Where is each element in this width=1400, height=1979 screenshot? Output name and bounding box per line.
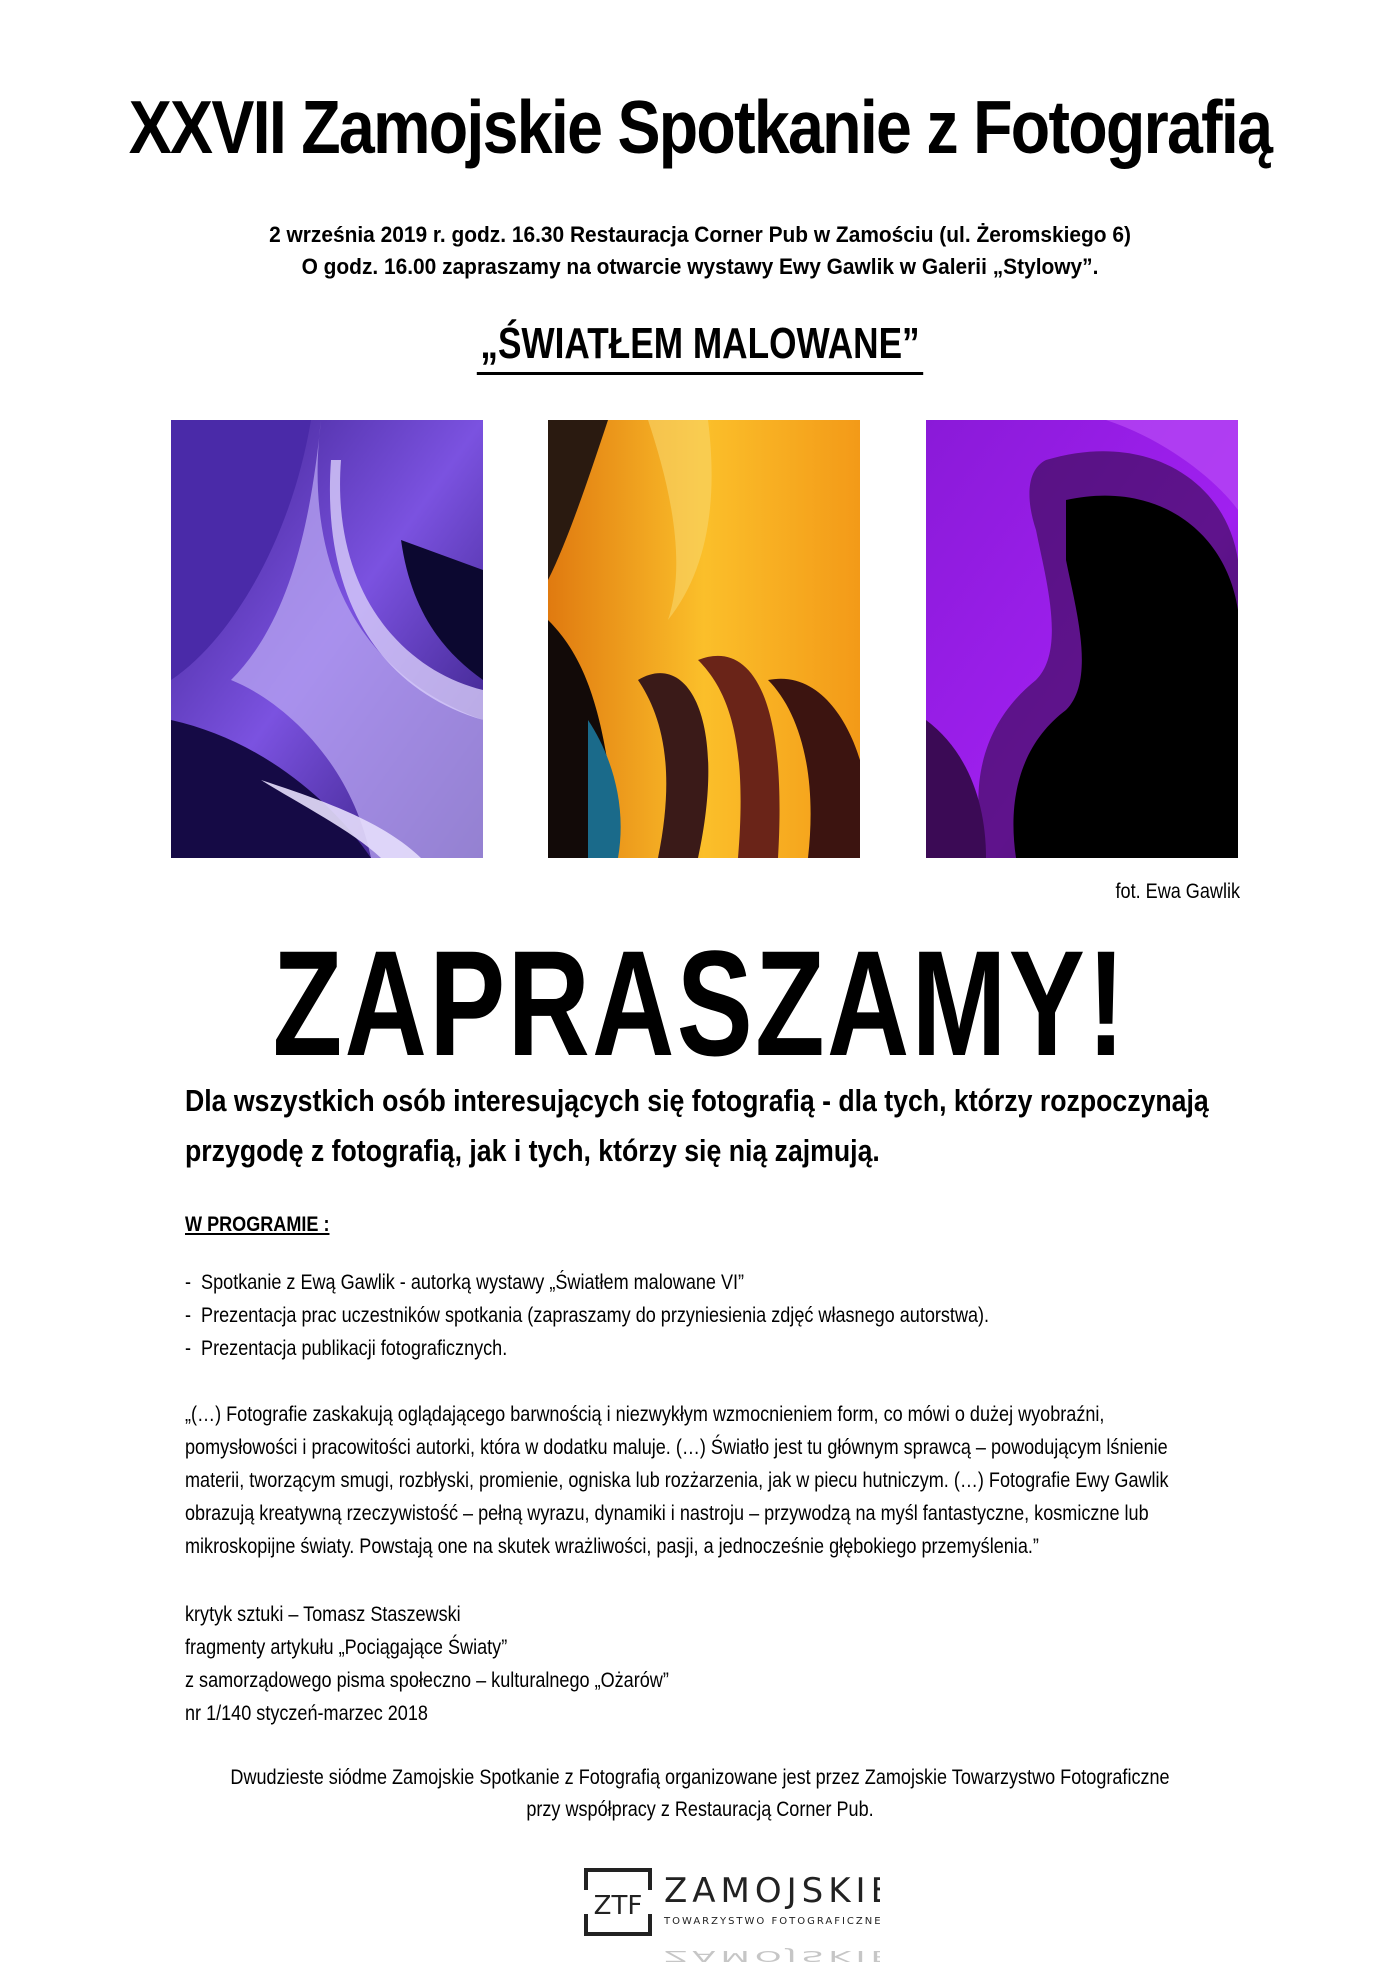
lead-line: Dla wszystkich osób interesujących się fotografią - dla tych, którzy rozpoczynają (185, 1083, 1209, 1118)
organizer-note (98, 1762, 1302, 1826)
program-heading: W PROGRAMIE : (185, 1213, 330, 1236)
poster-title: XXVII Zamojskie Spotkanie z Fotografią (128, 85, 1272, 169)
program-item: - Prezentacja prac uczestników spotkania (zapraszamy do przyniesienia zdjęć własnego autorstwa). (185, 1299, 989, 1332)
photo-violet-abstract (171, 420, 483, 858)
exhibition-opening-note: O godz. 16.00 zapraszamy na otwarcie wystawy Ewy Gawlik w Galerii „Stylowy”. (301, 254, 1099, 279)
photo-credit: fot. Ewa Gawlik (1115, 880, 1240, 903)
source-line: nr 1/140 styczeń-marzec 2018 (185, 1702, 428, 1725)
footer-line: Dwudzieste siódme Zamojskie Spotkanie z Fotografią organizowane jest przez Zamojskie Towarzystwo Fotograficzne (230, 1766, 1170, 1789)
source-line: z samorządowego pisma społeczno – kulturalnego „Ożarów” (185, 1669, 669, 1692)
logo-reflection: ZAMOJSKIE (664, 1946, 880, 1965)
exhibition-title-text: „ŚWIATŁEM MALOWANE” (477, 319, 923, 375)
photo-magenta-abstract (926, 420, 1238, 858)
program-item: - Prezentacja publikacji fotograficznych. (185, 1332, 989, 1365)
logo-subtitle: TOWARZYSTWO FOTOGRAFICZNE (664, 1916, 880, 1927)
quote-line: mikroskopijne światy. Powstają one na skutek wrażliwości, pasji, a jednocześnie głębokiego przemyślenia.” (185, 1535, 1039, 1558)
event-date-location: 2 września 2019 r. godz. 16.30 Restauracja Corner Pub w Zamościu (ul. Żeromskiego 6) (269, 222, 1131, 247)
footer-line: przy współpracy z Restauracją Corner Pub. (526, 1798, 874, 1821)
lead-line: przygodę z fotografią, jak i tych, którzy się nią zajmują. (185, 1133, 880, 1168)
critic-quote (185, 1398, 1169, 1563)
invitation-headline: ZAPRASZAMY! (272, 919, 1128, 1087)
quote-line: pomysłowości i pracowitości autorki, która w dodatku maluje. (…) Światło jest tu głównym sprawcą – powodującym lśnienie (185, 1436, 1168, 1459)
photo-orange-abstract (548, 420, 860, 858)
program-list (185, 1266, 989, 1365)
program-item: - Spotkanie z Ewą Gawlik - autorką wystawy „Światłem malowane VI” (185, 1266, 989, 1299)
source-line: fragmenty artykułu „Pociągające Światy” (185, 1636, 508, 1659)
exhibition-title (140, 316, 1260, 372)
logo-name: ZAMOJSKIE (664, 1871, 880, 1911)
source-line: krytyk sztuki – Tomasz Staszewski (185, 1603, 461, 1626)
quote-line: obrazują kreatywną rzeczywistość – pełną wyrazu, dynamiki i nastroju – przywodzą na myśl fantastyczne, kosmiczne lub (185, 1502, 1149, 1525)
quote-line: materii, tworzącym smugi, rozbłyski, promienie, ogniska lub rozżarzenia, jak w piecu hutniczym. (…) Fotografie Ewy Gawlik (185, 1469, 1169, 1492)
quote-line: „(…) Fotografie zaskakują oglądającego barwnością i niezwykłym wzmocnieniem form, co mówi o dużej wyobraźni, (185, 1403, 1105, 1426)
ztf-logo (580, 1866, 880, 1966)
logo-mark: ZTF (593, 1891, 643, 1921)
invitation-lead (185, 1076, 1209, 1176)
quote-source (185, 1598, 669, 1730)
